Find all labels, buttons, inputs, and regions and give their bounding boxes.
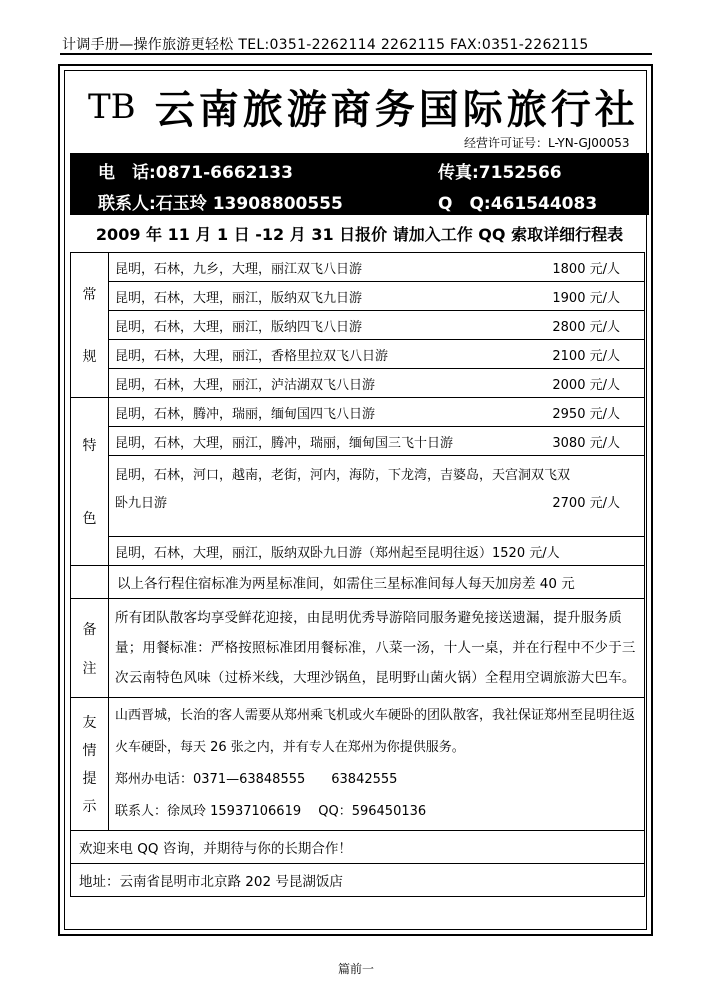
route-row bbox=[109, 340, 644, 369]
header-rule bbox=[60, 53, 652, 55]
accommodation-note: 以上各行程住宿标准为两星标准间，如需住三星标准间每人每天加房差 40 元 bbox=[117, 576, 575, 592]
contact-phone: 电 话:0871-6662133 bbox=[98, 163, 293, 183]
route-row-long bbox=[109, 456, 644, 537]
header-line: 计调手册—操作旅游更轻松 TEL:0351-2262114 2262115 FAX:0351-2262115 bbox=[62, 37, 589, 53]
tips-text: 山西晋城，长治的客人需要从郑州乘飞机或火车硬卧的团队散客，我社保证郑州至昆明往返火车硬卧，每天 26 张之内，并有专人在郑州为你提供服务。 bbox=[115, 708, 636, 755]
route-price: 2700 元/人 bbox=[552, 496, 620, 511]
tips-section bbox=[71, 698, 644, 831]
route-name: 昆明，石林，大理，丽江，版纳双卧九日游（郑州起至昆明往返）1520 元/人 bbox=[115, 545, 560, 561]
brand-prefix: TB bbox=[88, 86, 136, 127]
contact-bar bbox=[70, 153, 649, 215]
contact-person: 联系人:石玉玲 13908800555 bbox=[98, 194, 343, 214]
remarks-text: 所有团队散客均享受鲜花迎接，由昆明优秀导游陪同服务避免接送遗漏，提升服务质量；用餐标准：严格按照标准团用餐标准，八菜一汤，十人一桌，并在行程中不少于三次云南特色风味（过桥米线，大理沙锅鱼，昆明野山菌火锅）全程用空调旅游大巴车。 bbox=[115, 610, 636, 686]
route-row bbox=[109, 253, 644, 282]
welcome-text: 欢迎来电 QQ 咨询，并期待与你的长期合作！ bbox=[79, 841, 352, 857]
route-name: 昆明，石林，腾冲，瑞丽，缅甸国四飞八日游 bbox=[115, 406, 376, 422]
tips-label-char: 情 bbox=[82, 743, 97, 759]
special-section bbox=[71, 398, 644, 566]
special-label bbox=[71, 398, 109, 565]
route-name: 昆明，石林，大理，丽江，版纳双飞九日游 bbox=[115, 290, 363, 306]
route-row bbox=[109, 311, 644, 340]
route-price: 2800 元/人 bbox=[552, 319, 620, 335]
remarks-label-bottom: 注 bbox=[82, 660, 97, 677]
regular-label-top: 常 bbox=[82, 287, 97, 303]
office-phone: 郑州办电话：0371—63848555 63842555 bbox=[115, 772, 398, 787]
remarks-label bbox=[71, 599, 109, 697]
office-contact: 联系人：徐凤玲 15937106619 QQ：596450136 bbox=[115, 804, 427, 819]
route-name-line1: 昆明，石林，河口，越南，老街，河内，海防，下龙湾，吉婆岛，天宫洞双飞双 bbox=[115, 468, 571, 483]
remarks-section bbox=[71, 599, 644, 698]
welcome-section bbox=[71, 831, 644, 864]
address-section bbox=[71, 864, 644, 896]
route-row bbox=[109, 427, 644, 456]
route-row bbox=[109, 369, 644, 397]
page-mark: 篇前一 bbox=[338, 962, 375, 976]
route-row bbox=[109, 398, 644, 427]
route-price: 2000 元/人 bbox=[552, 377, 620, 393]
remarks-label-top: 备 bbox=[82, 621, 97, 638]
route-name: 昆明，石林，大理，丽江，腾冲，瑞丽，缅甸国三飞十日游 bbox=[115, 435, 454, 451]
brand-row bbox=[88, 78, 639, 133]
route-name-line2: 卧九日游 bbox=[115, 496, 168, 511]
tips-label-char: 提 bbox=[82, 771, 97, 787]
accommodation-section bbox=[71, 566, 644, 599]
route-name: 昆明，石林，九乡，大理，丽江双飞八日游 bbox=[115, 261, 363, 277]
regular-label-bottom: 规 bbox=[82, 349, 97, 365]
tips-label-char: 示 bbox=[82, 799, 97, 815]
route-price: 2100 元/人 bbox=[552, 348, 620, 364]
route-name: 昆明，石林，大理，丽江，香格里拉双飞八日游 bbox=[115, 348, 389, 364]
route-price: 3080 元/人 bbox=[552, 435, 620, 451]
special-label-top: 特 bbox=[82, 437, 97, 454]
brand-name: 云南旅游商务国际旅行社 bbox=[154, 87, 639, 133]
license-number: 经营许可证号：L-YN-GJ00053 bbox=[464, 136, 630, 150]
route-name: 昆明，石林，大理，丽江，版纳四飞八日游 bbox=[115, 319, 363, 335]
route-price: 1800 元/人 bbox=[552, 261, 620, 277]
period-title: 2009 年 11 月 1 日 -12 月 31 日报价 请加入工作 QQ 索取详细行程表 bbox=[95, 225, 624, 244]
route-price: 1900 元/人 bbox=[552, 290, 620, 306]
contact-qq: Q Q:461544083 bbox=[438, 194, 598, 214]
regular-section bbox=[71, 253, 644, 398]
route-name: 昆明，石林，大理，丽江，泸沽湖双飞八日游 bbox=[115, 377, 376, 393]
contact-fax: 传真:7152566 bbox=[438, 163, 562, 183]
route-row bbox=[109, 282, 644, 311]
special-label-bottom: 色 bbox=[82, 511, 97, 528]
accommodation-label-cell bbox=[71, 566, 109, 598]
tips-label-char: 友 bbox=[82, 715, 97, 731]
route-row bbox=[109, 537, 644, 565]
regular-label bbox=[71, 253, 109, 397]
route-price: 2950 元/人 bbox=[552, 406, 620, 422]
tips-label bbox=[71, 698, 109, 830]
address-text: 地址：云南省昆明市北京路 202 号昆湖饭店 bbox=[79, 874, 343, 890]
price-table bbox=[70, 252, 645, 897]
